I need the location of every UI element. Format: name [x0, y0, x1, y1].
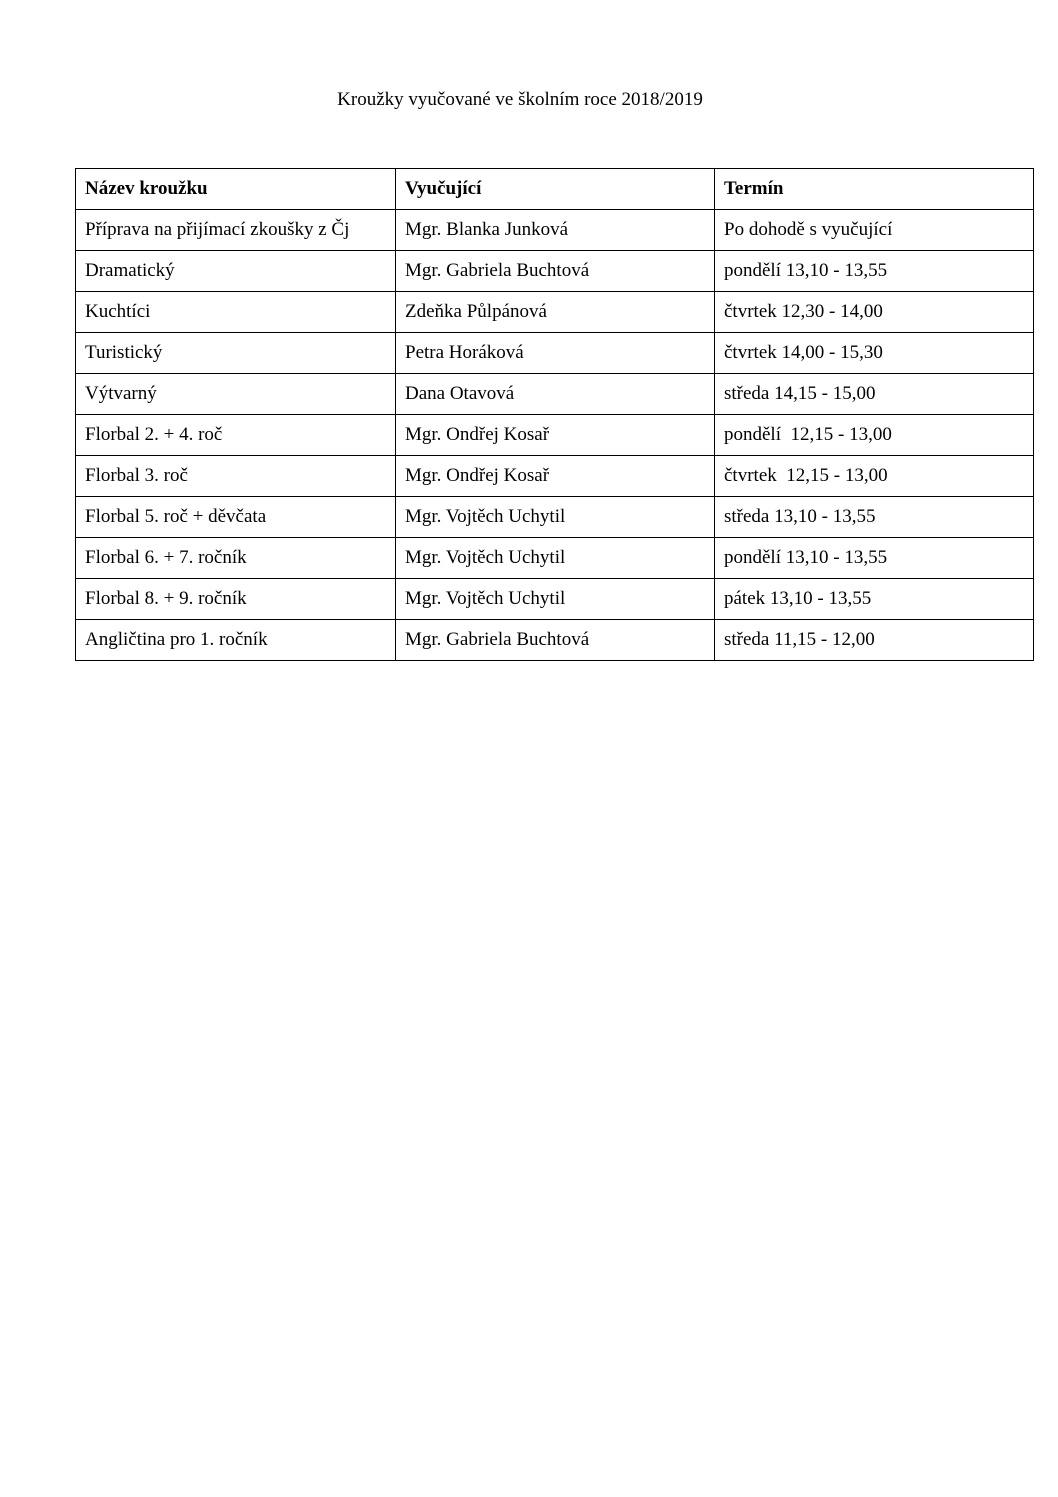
teacher-cell: Mgr. Vojtěch Uchytil	[396, 497, 715, 538]
club-name-cell: Florbal 2. + 4. roč	[76, 415, 396, 456]
schedule-cell: pondělí 13,10 - 13,55	[715, 538, 1034, 579]
header-club-name: Název kroužku	[76, 169, 396, 210]
table-header-row	[76, 169, 1034, 210]
teacher-cell: Mgr. Blanka Junková	[396, 210, 715, 251]
teacher-cell: Mgr. Gabriela Buchtová	[396, 620, 715, 661]
schedule-cell: Po dohodě s vyučující	[715, 210, 1034, 251]
club-name-cell: Florbal 3. roč	[76, 456, 396, 497]
club-name-cell: Výtvarný	[76, 374, 396, 415]
schedule-cell: středa 11,15 - 12,00	[715, 620, 1034, 661]
schedule-cell: středa 14,15 - 15,00	[715, 374, 1034, 415]
table-row	[76, 456, 1034, 497]
schedule-cell: čtvrtek 12,15 - 13,00	[715, 456, 1034, 497]
table-row	[76, 374, 1034, 415]
club-name-cell: Florbal 8. + 9. ročník	[76, 579, 396, 620]
club-name-cell: Florbal 5. roč + děvčata	[76, 497, 396, 538]
teacher-cell: Mgr. Vojtěch Uchytil	[396, 538, 715, 579]
club-name-cell: Příprava na přijímací zkoušky z Čj	[76, 210, 396, 251]
club-name-cell: Kuchtíci	[76, 292, 396, 333]
table-row	[76, 333, 1034, 374]
schedule-cell: pondělí 12,15 - 13,00	[715, 415, 1034, 456]
table-row	[76, 579, 1034, 620]
table-row	[76, 538, 1034, 579]
schedule-cell: pondělí 13,10 - 13,55	[715, 251, 1034, 292]
table-row	[76, 210, 1034, 251]
club-name-cell: Angličtina pro 1. ročník	[76, 620, 396, 661]
schedule-cell: čtvrtek 14,00 - 15,30	[715, 333, 1034, 374]
table-row	[76, 497, 1034, 538]
teacher-cell: Mgr. Vojtěch Uchytil	[396, 579, 715, 620]
teacher-cell: Mgr. Ondřej Kosař	[396, 415, 715, 456]
teacher-cell: Mgr. Gabriela Buchtová	[396, 251, 715, 292]
table-row	[76, 292, 1034, 333]
schedule-cell: pátek 13,10 - 13,55	[715, 579, 1034, 620]
club-name-cell: Florbal 6. + 7. ročník	[76, 538, 396, 579]
club-name-cell: Dramatický	[76, 251, 396, 292]
teacher-cell: Zdeňka Půlpánová	[396, 292, 715, 333]
schedule-cell: středa 13,10 - 13,55	[715, 497, 1034, 538]
teacher-cell: Petra Horáková	[396, 333, 715, 374]
header-teacher: Vyučující	[396, 169, 715, 210]
clubs-table	[75, 168, 1034, 661]
table-row	[76, 415, 1034, 456]
header-schedule: Termín	[715, 169, 1034, 210]
page-title: Kroužky vyučované ve školním roce 2018/2019	[337, 89, 703, 110]
club-name-cell: Turistický	[76, 333, 396, 374]
table-row	[76, 620, 1034, 661]
table-row	[76, 251, 1034, 292]
teacher-cell: Dana Otavová	[396, 374, 715, 415]
teacher-cell: Mgr. Ondřej Kosař	[396, 456, 715, 497]
schedule-cell: čtvrtek 12,30 - 14,00	[715, 292, 1034, 333]
